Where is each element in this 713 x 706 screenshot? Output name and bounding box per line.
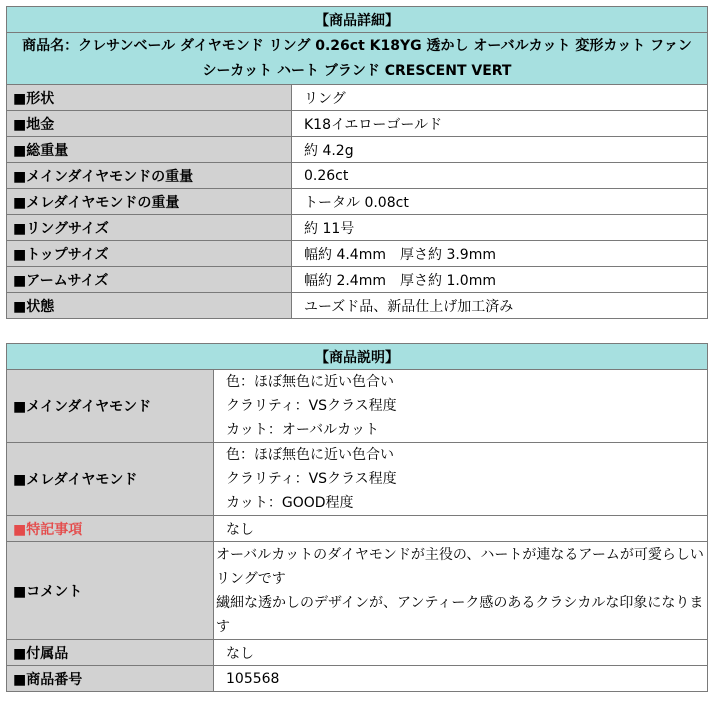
- main-diamond-cut: カット：オーバルカット: [226, 422, 380, 438]
- details-header: 【商品詳細】: [7, 7, 708, 33]
- table-row: [7, 267, 708, 293]
- table-row: [7, 137, 708, 163]
- table-row: [7, 111, 708, 137]
- arm-size-value: 幅約 2.4mm 厚さ約 1.0mm: [292, 267, 708, 293]
- melee-diamond-specs: [214, 443, 708, 516]
- condition-value: ユーズド品、新品仕上げ加工済み: [292, 293, 708, 319]
- table-row: [7, 215, 708, 241]
- table-row: [7, 163, 708, 189]
- shape-label: ■形状: [7, 85, 292, 111]
- melee-diamond-clarity: クラリティ：VSクラス程度: [226, 471, 397, 487]
- table-row: [7, 189, 708, 215]
- melee-diamond-weight-label: ■メレダイヤモンドの重量: [7, 189, 292, 215]
- metal-value: K18イエローゴールド: [292, 111, 708, 137]
- melee-diamond-cut: カット：GOOD程度: [226, 495, 354, 511]
- table-row: [7, 241, 708, 267]
- condition-label: ■状態: [7, 293, 292, 319]
- melee-diamond-color: 色：ほぼ無色に近い色合い: [226, 447, 394, 463]
- comment-text: [214, 542, 708, 640]
- total-weight-label: ■総重量: [7, 137, 292, 163]
- table-row: [7, 640, 708, 666]
- top-size-value: 幅約 4.4mm 厚さ約 3.9mm: [292, 241, 708, 267]
- table-row: [7, 370, 708, 443]
- main-diamond-specs: [214, 370, 708, 443]
- metal-label: ■地金: [7, 111, 292, 137]
- table-row: [7, 85, 708, 111]
- main-diamond-weight-label: ■メインダイヤモンドの重量: [7, 163, 292, 189]
- melee-diamond-label: ■メレダイヤモンド: [7, 443, 214, 516]
- product-number-label: ■商品番号: [7, 666, 214, 692]
- product-details-table: [6, 6, 708, 319]
- melee-diamond-weight-value: トータル 0.08ct: [292, 189, 708, 215]
- comment-line: オーバルカットのダイヤモンドが主役の、ハートが連なるアームが可愛らしいリングです: [216, 546, 704, 587]
- ring-size-value: 約 11号: [292, 215, 708, 241]
- accessories-label: ■付属品: [7, 640, 214, 666]
- product-description-table: [6, 343, 708, 692]
- comment-line: 繊細な透かしのデザインが、アンティーク感のあるクラシカルな印象になります: [216, 594, 704, 635]
- product-number-value: 105568: [214, 666, 708, 692]
- total-weight-value: 約 4.2g: [292, 137, 708, 163]
- table-row: [7, 542, 708, 640]
- ring-size-label: ■リングサイズ: [7, 215, 292, 241]
- main-diamond-label: ■メインダイヤモンド: [7, 370, 214, 443]
- table-row: [7, 516, 708, 542]
- main-diamond-weight-value: 0.26ct: [292, 163, 708, 189]
- top-size-label: ■トップサイズ: [7, 241, 292, 267]
- description-header: 【商品説明】: [7, 344, 708, 370]
- arm-size-label: ■アームサイズ: [7, 267, 292, 293]
- shape-value: リング: [292, 85, 708, 111]
- main-diamond-clarity: クラリティ：VSクラス程度: [226, 398, 397, 414]
- table-row: [7, 293, 708, 319]
- table-row: [7, 443, 708, 516]
- special-notes-label: ■特記事項: [7, 516, 214, 542]
- table-row: [7, 666, 708, 692]
- comment-label: ■コメント: [7, 542, 214, 640]
- accessories-value: なし: [214, 640, 708, 666]
- main-diamond-color: 色：ほぼ無色に近い色合い: [226, 374, 394, 390]
- product-name: 商品名：クレサンベール ダイヤモンド リング 0.26ct K18YG 透かし オーバルカット 変形カット ファンシーカット ハート ブランド CRESCENT VERT: [7, 33, 708, 85]
- special-notes-value: なし: [214, 516, 708, 542]
